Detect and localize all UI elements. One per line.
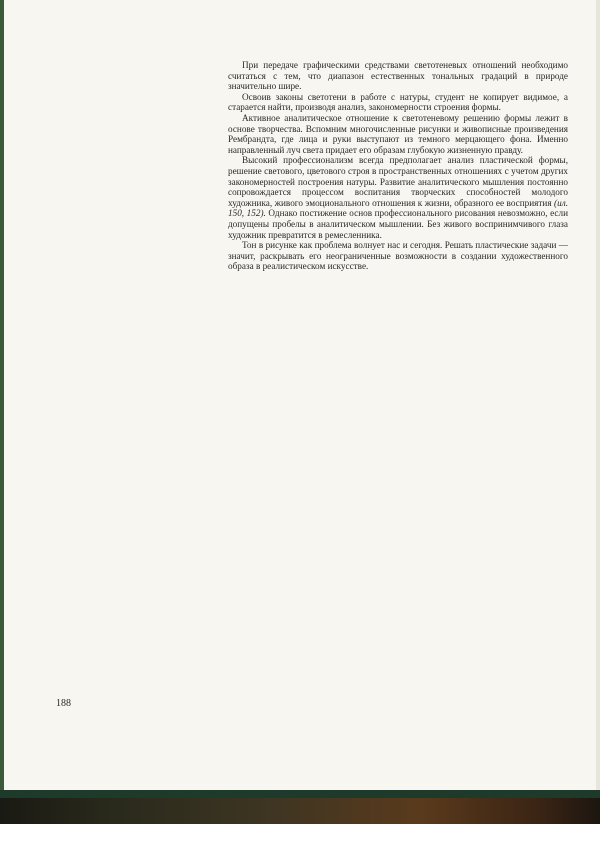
page-number: 188 xyxy=(56,698,71,709)
paragraph-4-text: Высокий профессионализм всегда предполагает анализ пластической формы, решение светового, цветового строя в пространственных отношениях с учетом других закономерностей построения натуры. Развитие аналитического мышления постоянно сопровождается процессом воспитания творческих способностей молодого художника, живого эмоционального отношения к жизни, образного ее восприятия xyxy=(228,155,568,208)
paragraph-5: Тон в рисунке как проблема волнует нас и сегодня. Решать пластические задачи — значит, раскрывать его неограниченные возможности в создании художественного образа в реалистическом искусстве. xyxy=(228,240,568,272)
page-right-edge xyxy=(596,0,600,850)
paragraph-4-continuation: Однако постижение основ профессионального рисования невозможно, если допущены пробелы в аналитическом мышлении. Без живого воспринимчивого глаза художник превратится в ремесленника. xyxy=(228,208,569,240)
paragraph-2: Освоив законы светотени в работе с натуры, студент не копирует видимое, а старается найти, производя анализ, закономерности строения формы. xyxy=(228,91,568,113)
paragraph-1: При передаче графическими средствами светотеневых отношений необходимо считаться с тем, что диапазон естественных тональных градаций в природе значительно шире. xyxy=(228,60,568,92)
paragraph-4 xyxy=(228,155,568,240)
scan-dark-band xyxy=(0,798,600,824)
scan-bottom-band xyxy=(0,790,600,850)
page-left-edge xyxy=(0,0,4,790)
body-text xyxy=(228,60,568,272)
illustration-reference: (ил. 150, 152). xyxy=(228,197,569,219)
scan-edge-strip xyxy=(0,790,600,798)
paragraph-3: Активное аналитическое отношение к светотеневому решению формы лежит в основе творчества. Вспомним многочисленные рисунки и живописные произведения Рембрандта, где лица и руки выступают из темного мерцающего фона. Именно направленный луч света придает его образам глубокую жизненную правду. xyxy=(228,112,568,155)
